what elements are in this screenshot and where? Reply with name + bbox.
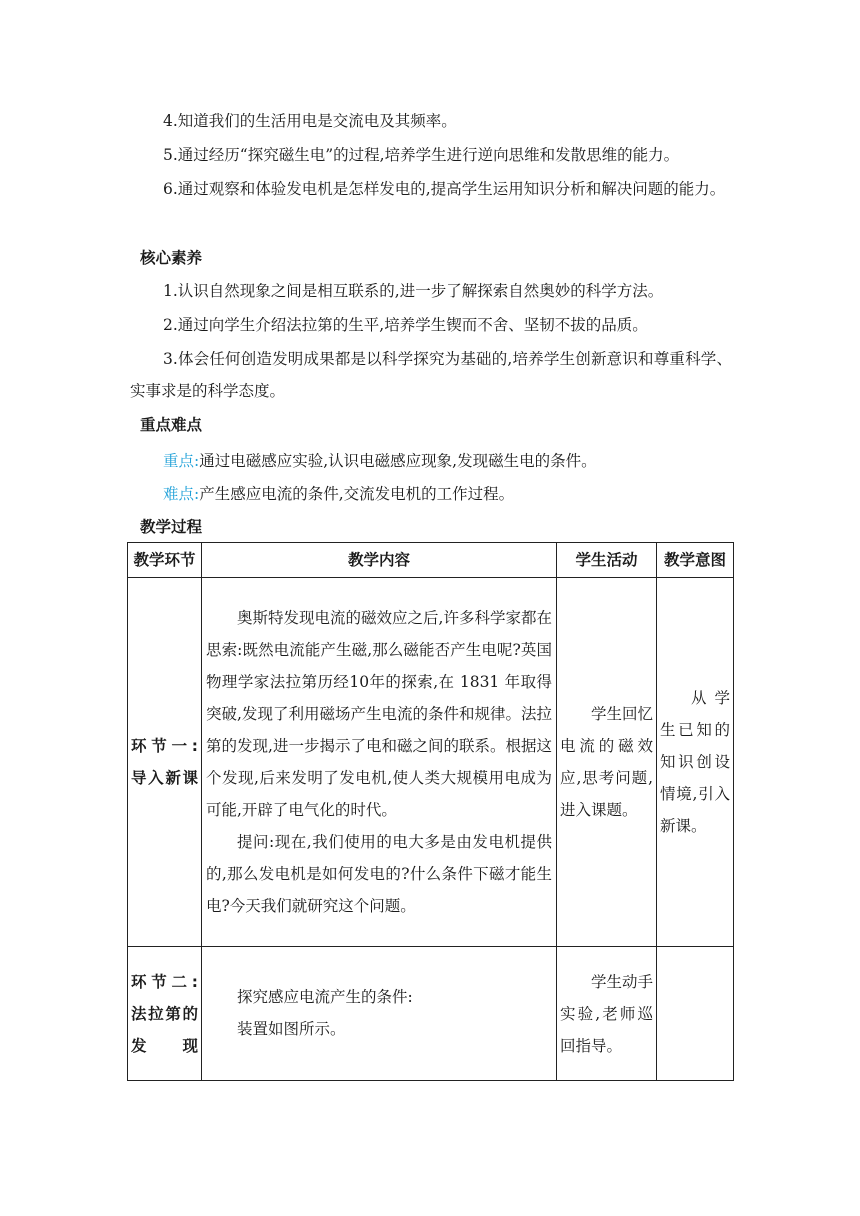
content-paragraph: 探究感应电流产生的条件: [237, 988, 413, 1006]
key-point-line [163, 450, 597, 472]
core-heading: 核心素养 [140, 249, 203, 267]
table-header-row [128, 543, 734, 578]
key-text: 通过电磁感应实验,认识电磁感应现象,发现磁生电的条件。 [199, 452, 597, 470]
section-cell: 环节一:导入新课 [128, 578, 202, 947]
goal-item: 5.通过经历“探究磁生电”的过程,培养学生进行逆向思维和发散思维的能力。 [163, 146, 680, 164]
difficulty-label: 难点: [163, 485, 200, 503]
content-paragraph: 提问:现在,我们使用的电大多是由发电机提供的,那么发电机是如何发电的?什么条件下磁才能生电?今天我们就研究这个问题。 [206, 833, 552, 915]
core-item: 2.通过向学生介绍法拉第的生平,培养学生锲而不舍、坚韧不拔的品质。 [163, 316, 648, 334]
intent-text: 从学生已知的知识创设情境,引入新课。 [660, 689, 730, 835]
content-paragraph: 奥斯特发现电流的磁效应之后,许多科学家都在思索:既然电流能产生磁,那么磁能否产生电呢?英国物理学家法拉第历经10年的探索,在 1831 年取得突破,发现了利用磁场产生电流的条件和规律。法拉第的发现,进一步揭示了电和磁之间的联系。根据这个发现,后来发明了发电机,使人类大规模用电成为可能,开辟了电气化的时代。 [206, 609, 552, 819]
activity-cell [557, 947, 657, 1081]
goal-item: 6.通过观察和体验发电机是怎样发电的,提高学生运用知识分析和解决问题的能力。 [163, 180, 726, 198]
intent-cell [657, 947, 734, 1081]
table-row [128, 578, 734, 947]
core-item: 1.认识自然现象之间是相互联系的,进一步了解探索自然奥妙的科学方法。 [163, 282, 664, 300]
header-cell: 教学环节 [128, 543, 202, 578]
content-cell [202, 947, 557, 1081]
activity-cell [557, 578, 657, 947]
teaching-process-table [127, 542, 734, 1081]
section-cell: 环节二:法拉第的发现 [128, 947, 202, 1081]
goal-item: 4.知道我们的生活用电是交流电及其频率。 [163, 112, 457, 130]
table-row [128, 947, 734, 1081]
header-cell: 教学内容 [202, 543, 557, 578]
difficulty-line [163, 483, 514, 505]
key-points-heading: 重点难点 [140, 416, 203, 434]
activity-text: 学生动手实验,老师巡回指导。 [560, 972, 654, 1055]
intent-cell [657, 578, 734, 947]
difficulty-text: 产生感应电流的条件,交流发电机的工作过程。 [199, 485, 515, 503]
process-heading: 教学过程 [140, 518, 203, 536]
header-cell: 教学意图 [657, 543, 734, 578]
key-label: 重点: [163, 452, 200, 470]
core-item: 3.体会任何创造发明成果都是以科学探究为基础的,培养学生创新意识和尊重科学、实事求是的科学态度。 [130, 350, 732, 400]
content-paragraph: 装置如图所示。 [237, 1020, 346, 1038]
content-cell [202, 578, 557, 947]
activity-text: 学生回忆电流的磁效应,思考问题,进入课题。 [560, 705, 654, 819]
header-cell: 学生活动 [557, 543, 657, 578]
